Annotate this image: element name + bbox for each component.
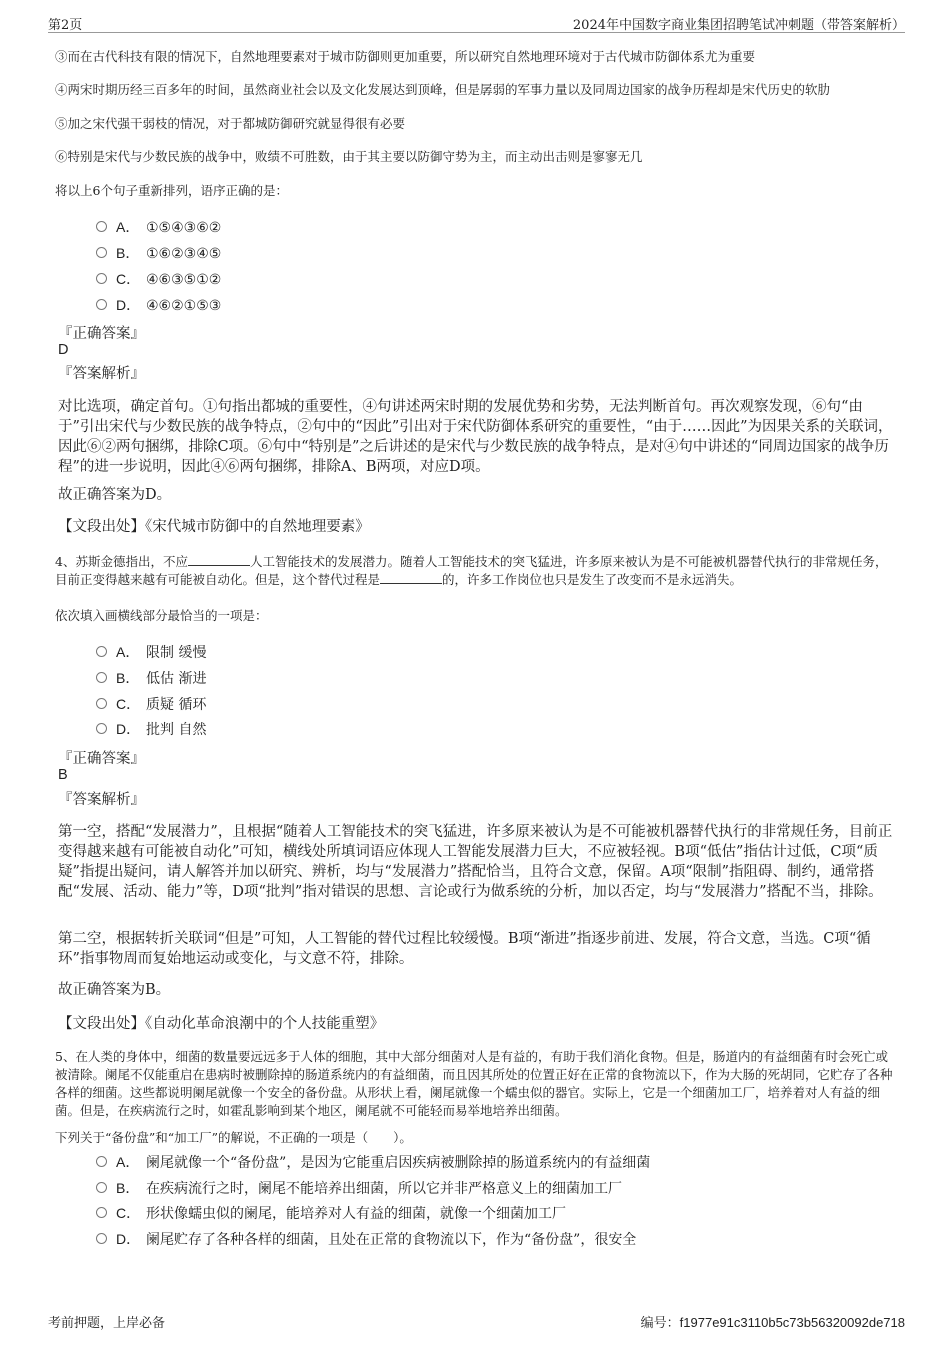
question-stem: 5、在人类的身体中，细菌的数量要远远多于人体的细胞，其中大部分细菌对人是有益的，有助于我们消化食物。但是，肠道内的有益细菌有时会死亡或被清除。阑尾不仅能重启在患病时被删除掉的肠道系统内的有益细菌，而且因其所处的位置正好在正常的食物流以下，作为大肠的死胡同，它贮存了各种各样的细菌。这些都说明阑尾就像一个安全的备份盘。从形状上看，阑尾就像一个蠕虫似的器官。实际上，它是一个细菌加工厂，培养着对人有益的细菌。但是，在疾病流行之时，如霍乱影响到某个地区，阑尾就不可能轻而易举地培养出细菌。 — [55, 1049, 893, 1118]
document-id: 编号：f1977e91c3110b5c73b56320092de718 — [640, 1315, 905, 1330]
radio-icon[interactable] — [96, 221, 107, 232]
q4-option-d[interactable]: D． 批判 自然 — [96, 719, 206, 739]
source: 【文段出处】《自动化革命浪潮中的个人技能重塑》 — [58, 1016, 385, 1032]
radio-icon[interactable] — [96, 723, 107, 734]
q3-option-d[interactable]: D． ④⑥②①⑤③ — [96, 295, 221, 315]
sentence-4: ④两宋时期历经三百多年的时间，虽然商业社会以及文化发展达到顶峰，但是孱弱的军事力量以及同周边国家的战争历程却是宋代历史的软肋 — [55, 82, 831, 97]
radio-icon[interactable] — [96, 1207, 107, 1218]
answer-label: 『正确答案』 — [58, 751, 145, 767]
source: 【文段出处】《宋代城市防御中的自然地理要素》 — [58, 519, 370, 535]
q5-option-a[interactable]: A． 阑尾就像一个“备份盘”，是因为它能重启因疾病被删除掉的肠道系统内的有益细菌 — [96, 1152, 650, 1172]
answer-value: B — [58, 767, 68, 783]
radio-icon[interactable] — [96, 1233, 107, 1244]
q4-option-a[interactable]: A． 限制 缓慢 — [96, 642, 206, 662]
question-ask: 依次填入画横线部分最恰当的一项是： — [55, 608, 268, 623]
radio-icon[interactable] — [96, 672, 107, 683]
sentence-6: ⑥特别是宋代与少数民族的战争中，败绩不可胜数，由于其主要以防御守势为主，而主动出击则是寥寥无几 — [55, 149, 643, 164]
document-title: 2024年中国数字商业集团招聘笔试冲刺题（带答案解析） — [572, 18, 905, 33]
answer-label: 『正确答案』 — [58, 326, 145, 342]
page-header — [48, 12, 905, 33]
q3-option-c[interactable]: C． ④⑥③⑤①② — [96, 269, 221, 289]
q5-option-d[interactable]: D． 阑尾贮存了各种各样的细菌，且处在正常的食物流以下，作为“备份盘”，很安全 — [96, 1229, 636, 1249]
analysis-text: 第一空，搭配“发展潜力”，且根据“随着人工智能技术的突飞猛进，许多原来被认为是不可能被机器替代执行的非常规任务，目前正变得越来越有可能被自动化”可知，横线处所填词语应体现人工智能发展潜力巨大，不应被轻视。B项“低估”指估计过低，C项“质疑”指提出疑问，请人解答并加以研究、辨析，均与“发展潜力”搭配恰当，且符合文意，保留。A项“限制”指阻碍、制约，通常搭配“发展、活动、能力”等，D项“批判”指对错误的思想、言论或行为做系统的分析，加以否定，均与“发展潜力”搭配不当，排除。 — [58, 824, 893, 900]
question-stem: 4、苏斯金德指出，不应 人工智能技术的发展潜力。随着人工智能技术的突飞猛进，许多原来被认为是不可能被机器替代执行的非常规任务，目前正变得越来越有可能被自动化。但是，这个替代过程是 的，许多工作岗位也只是发生了改变而不是永远消失。 — [55, 554, 888, 587]
q5-option-b[interactable]: B． 在疾病流行之时，阑尾不能培养出细菌，所以它并非严格意义上的细菌加工厂 — [96, 1178, 622, 1198]
q5-option-c[interactable]: C． 形状像蠕虫似的阑尾，能培养对人有益的细菌，就像一个细菌加工厂 — [96, 1203, 566, 1223]
radio-icon[interactable] — [96, 299, 107, 310]
analysis-label: 『答案解析』 — [58, 366, 145, 382]
question-stem: 将以上6个句子重新排列，语序正确的是： — [55, 183, 288, 198]
q4-option-b[interactable]: B． 低估 渐进 — [96, 668, 206, 688]
conclusion: 故正确答案为B。 — [58, 982, 171, 998]
radio-icon[interactable] — [96, 698, 107, 709]
conclusion: 故正确答案为D。 — [58, 487, 172, 503]
q4-option-c[interactable]: C． 质疑 循环 — [96, 694, 206, 714]
radio-icon[interactable] — [96, 247, 107, 258]
q3-option-a[interactable]: A． ①⑤④③⑥② — [96, 217, 221, 237]
radio-icon[interactable] — [96, 273, 107, 284]
q3-option-b[interactable]: B． ①⑥②③④⑤ — [96, 243, 221, 263]
radio-icon[interactable] — [96, 1156, 107, 1167]
fill-blank — [188, 553, 250, 566]
sentence-5: ⑤加之宋代强干弱枝的情况，对于都城防御研究就显得很有必要 — [55, 116, 406, 131]
sentence-3: ③而在古代科技有限的情况下，自然地理要素对于城市防御则更加重要，所以研究自然地理环境对于古代城市防御体系尤为重要 — [55, 49, 756, 64]
radio-icon[interactable] — [96, 646, 107, 657]
question-ask: 下列关于“备份盘”和“加工厂”的解说，不正确的一项是（ ）。 — [55, 1130, 412, 1145]
answer-value: D — [58, 342, 69, 358]
radio-icon[interactable] — [96, 1182, 107, 1193]
page-number: 第2页 — [48, 18, 83, 33]
analysis-label: 『答案解析』 — [58, 792, 145, 808]
analysis-text: 第二空，根据转折关联词“但是”可知，人工智能的替代过程比较缓慢。B项“渐进”指逐步前进、发展，符合文意，当选。C项“循环”指事物周而复始地运动或变化，与文意不符，排除。 — [58, 931, 871, 967]
fill-blank — [380, 571, 442, 584]
analysis-text: 对比选项，确定首句。①句指出都城的重要性，④句讲述两宋时期的发展优势和劣势，无法判断首句。再次观察发现，⑥句“由于”引出宋代与少数民族的战争特点，②句中的“因此”引出对于宋代防御体系研究的重要性，“由于……因此”为因果关系的关联词，因此⑥②两句捆绑，排除C项。⑥句中“特别是”之后讲述的是宋代与少数民族的战争特点，是对④句中讲述的“同周边国家的战争历程”的进一步说明，因此④⑥两句捆绑，排除A、B两项，对应D项。 — [58, 399, 893, 475]
footer-slogan: 考前押题，上岸必备 — [48, 1316, 166, 1331]
page-footer — [48, 1312, 905, 1331]
